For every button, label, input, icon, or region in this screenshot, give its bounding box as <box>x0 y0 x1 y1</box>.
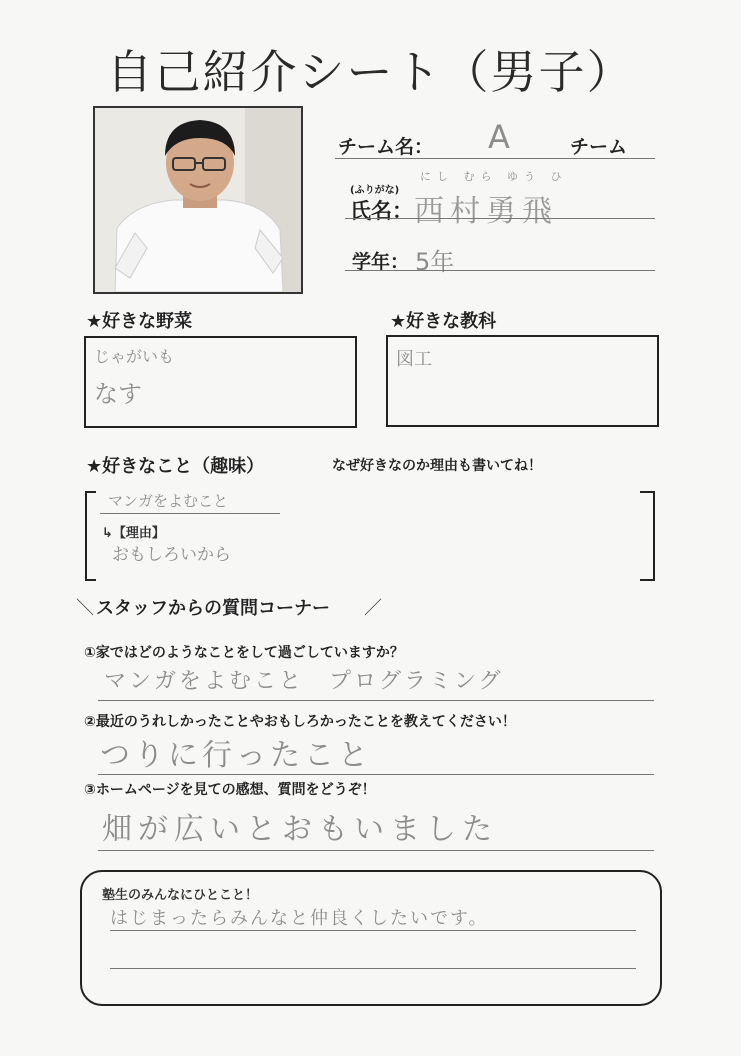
answer-2-underline <box>98 774 654 775</box>
boy-portrait-image <box>95 108 301 292</box>
subject-box <box>386 335 659 427</box>
question-2: ②最近のうれしかったことやおもしろかったことを教えてください！ <box>84 714 516 730</box>
staff-heading-left-mark: ＼ <box>76 598 94 619</box>
reason-value: おもしろいから <box>112 545 231 565</box>
answer-3: 畑が広いとおもいました <box>102 812 498 847</box>
message-label: 塾生のみんなにひとこと！ <box>102 888 259 903</box>
answer-1: マンガをよむこと プログラミング <box>104 669 504 694</box>
message-underline-1 <box>110 930 636 931</box>
hobby-prompt: なぜ好きなのか理由も書いてね！ <box>332 458 542 474</box>
team-suffix: チーム <box>570 136 628 158</box>
vegetable-line-1: じゃがいも <box>94 347 175 366</box>
name-label: 氏名： <box>350 199 413 223</box>
page-title: 自己紹介シート（男子） <box>106 45 635 99</box>
grade-label: 学年： <box>352 251 410 273</box>
name-value: 西村勇飛 <box>414 194 558 229</box>
vegetable-heading: ★好きな野菜 <box>86 311 193 332</box>
hobby-underline <box>100 513 280 514</box>
message-box <box>80 870 662 1006</box>
hobby-value: マンガをよむこと <box>108 492 229 510</box>
staff-heading-right-mark: ／ <box>364 598 382 619</box>
team-value: A <box>488 118 510 156</box>
subject-heading: ★好きな教科 <box>390 311 497 332</box>
reason-label: ↳【理由】 <box>102 526 165 541</box>
answer-3-underline <box>98 850 654 851</box>
message-value: はじまったらみんなと仲良くしたいです。 <box>110 908 489 929</box>
furigana-value: にし むら ゆう ひ <box>420 170 568 183</box>
vegetable-line-2: なす <box>94 380 142 408</box>
profile-photo <box>93 106 303 294</box>
grade-underline <box>345 270 655 271</box>
hobby-heading: ★好きなこと（趣味） <box>86 456 265 477</box>
answer-1-underline <box>98 700 654 701</box>
question-3: ③ホームページを見ての感想、質問をどうぞ！ <box>84 782 376 798</box>
name-underline <box>345 218 655 219</box>
team-label: チーム名： <box>338 136 434 158</box>
grade-value: 5年 <box>415 248 455 276</box>
answer-2: つりに行ったこと <box>100 738 372 773</box>
team-underline <box>335 158 655 159</box>
vegetable-box <box>84 336 357 428</box>
furigana-label: (ふりがな) <box>350 185 400 196</box>
subject-value: 図工 <box>396 349 432 370</box>
question-1: ①家ではどのようなことをして過ごしていますか？ <box>84 645 404 661</box>
message-underline-2 <box>110 968 636 969</box>
staff-heading: スタッフからの質問コーナー <box>96 598 330 619</box>
